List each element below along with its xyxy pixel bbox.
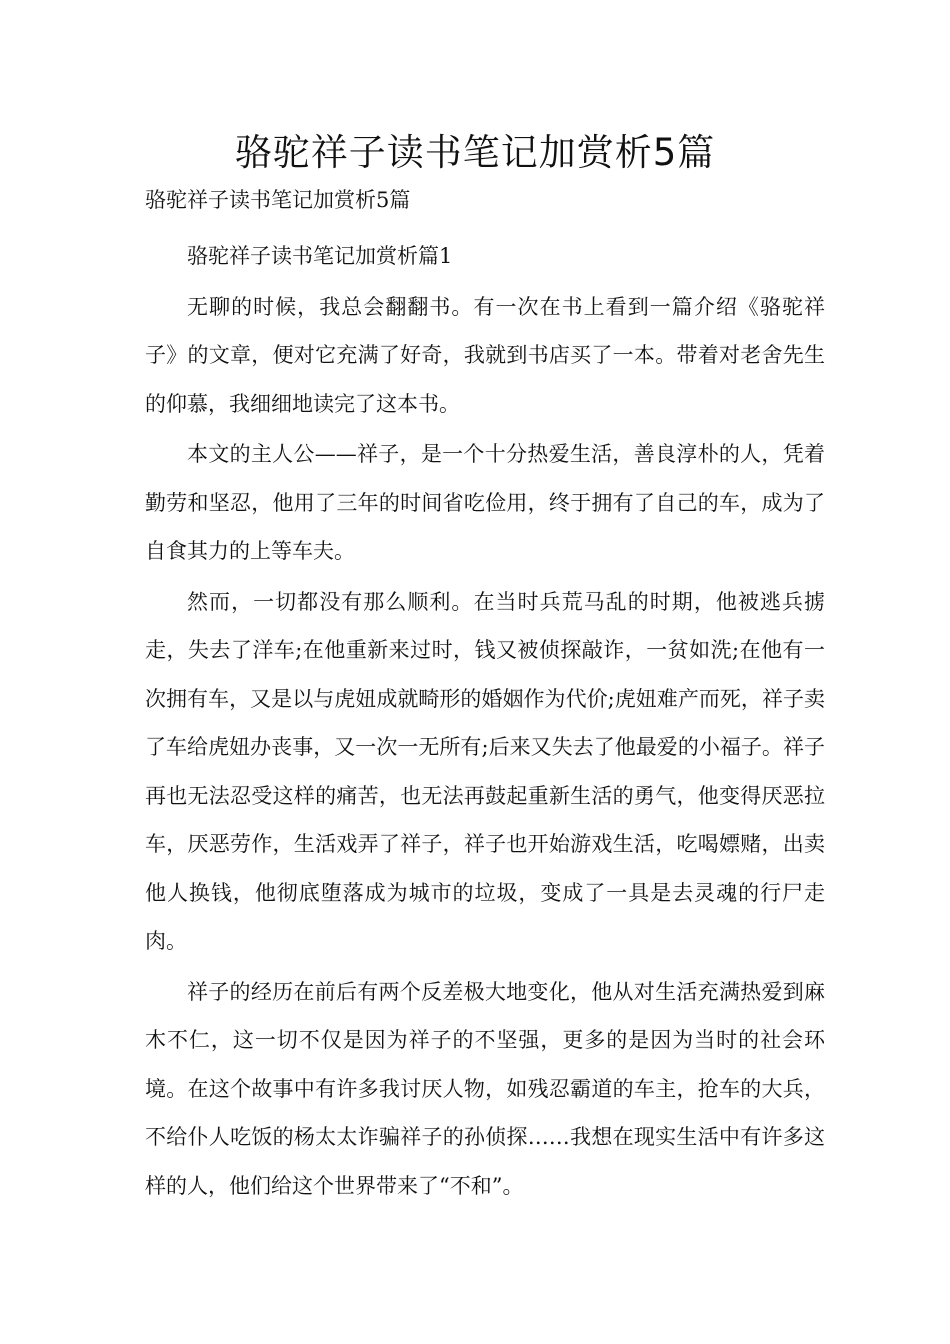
paragraph: 无聊的时候，我总会翻翻书。有一次在书上看到一篇介绍《骆驼祥子》的文章，便对它充满了好奇，我就到书店买了一本。带着对老舍先生的仰慕，我细细地读完了这本书。: [145, 294, 825, 416]
paragraph: 祥子的经历在前后有两个反差极大地变化，他从对生活充满热爱到麻木不仁，这一切不仅是因为祥子的不坚强，更多的是因为当时的社会环境。在这个故事中有许多我讨厌人物，如残忍霸道的车主，抢车的大兵，不给仆人吃饭的杨太太诈骗祥子的孙侦探……我想在现实生活中有许多这样的人，他们给这个世界带来了“不和”。: [145, 979, 825, 1198]
document-subtitle: 骆驼祥子读书笔记加赏析5篇: [145, 188, 411, 212]
paragraph: 然而，一切都没有那么顺利。在当时兵荒马乱的时期，他被逃兵掳走，失去了洋车;在他重新来过时，钱又被侦探敲诈，一贫如洗;在他有一次拥有车，又是以与虎妞成就畸形的婚姻作为代价;虎妞难产而死，祥子卖了车给虎妞办丧事，又一次一无所有;后来又失去了他最爱的小福子。祥子再也无法忍受这样的痛苦，也无法再鼓起重新生活的勇气，他变得厌恶拉车，厌恶劳作，生活戏弄了祥子，祥子也开始游戏生活，吃喝嫖赌，出卖他人换钱，他彻底堕落成为城市的垃圾，变成了一具是去灵魂的行尸走肉。: [145, 589, 825, 953]
paragraph: 本文的主人公——祥子，是一个十分热爱生活，善良淳朴的人，凭着勤劳和坚忍，他用了三年的时间省吃俭用，终于拥有了自己的车，成为了自食其力的上等车夫。: [145, 442, 825, 563]
document-title: 骆驼祥子读书笔记加赏析5篇: [234, 131, 716, 174]
document-body: [145, 232, 825, 1210]
section-heading: 骆驼祥子读书笔记加赏析篇1: [187, 244, 453, 268]
